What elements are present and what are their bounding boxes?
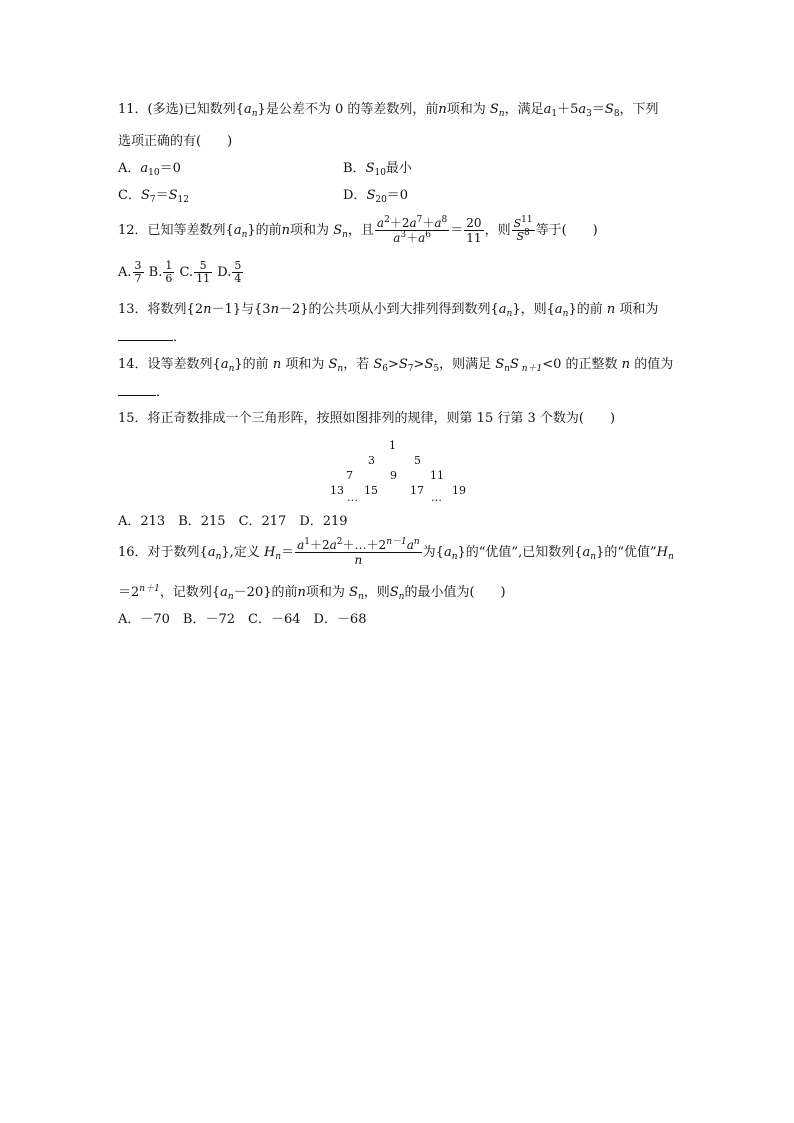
q15-options: A．213 B．215 C．217 D．219 bbox=[118, 514, 348, 529]
q12-options: A. $\frac{3}{7}$ B. $\frac{1}{6}$ C. $\frac{5}{11}$ D. $\frac{5}{4}$ bbox=[118, 259, 242, 285]
triangle-ellipsis: … bbox=[431, 491, 442, 504]
q16-line1: 16．对于数列$\{a_n\}$,定义 $H_n=$ $\frac{a^1+2a^2+\dots+2^{n-1}a^n}{n}$ 为$\{a_n\}$的“优值”,已知数列$\{a_n\}$的“优值$”H_n$ bbox=[118, 537, 674, 567]
q11-line2: 选项正确的有( ) bbox=[118, 134, 233, 149]
q12-value-fraction: $\frac{20}{11}$ bbox=[466, 216, 482, 245]
q13-line2: ． bbox=[118, 328, 186, 347]
q13-answer-blank bbox=[118, 328, 173, 341]
triangle-number: 17 bbox=[410, 484, 424, 497]
q11-option-d: D．$S_{20}=0$ bbox=[343, 188, 409, 205]
q11-tag: (多选) bbox=[147, 102, 184, 117]
q11-number: 11． bbox=[118, 102, 148, 117]
triangle-number: 11 bbox=[430, 469, 444, 482]
q15-number: 15． bbox=[118, 411, 148, 426]
q16-options: A．－70 B．－72 C．－64 D．－68 bbox=[118, 612, 367, 627]
triangle-number: 19 bbox=[452, 484, 466, 497]
triangle-number: 1 bbox=[389, 439, 396, 452]
triangle-number: 5 bbox=[414, 454, 421, 467]
triangle-number: 9 bbox=[390, 469, 397, 482]
q16-line2: $=2^{n+1}$，记数列$\{a_n-20\}$的前n项和为 $S_n$，则$S_n$的最小值为( ) bbox=[118, 584, 506, 602]
triangle-number: 7 bbox=[346, 469, 353, 482]
triangle-ellipsis: … bbox=[347, 491, 358, 504]
q14-answer-blank bbox=[118, 383, 156, 396]
q14-number: 14． bbox=[118, 357, 148, 372]
triangle-number: 15 bbox=[364, 484, 378, 497]
q13-number: 13． bbox=[118, 302, 148, 317]
q11-option-c: C．$S_7=S_{12}$ bbox=[118, 188, 189, 205]
q11-option-a: A．$a_{10}=0$ bbox=[118, 161, 181, 178]
q12-ratio-fraction: $\frac{S^{11}}{S^8}$ bbox=[513, 215, 533, 243]
q15-line1: 15．将正奇数排成一个三角形阵，按照如图排列的规律，则第 15 行第 3 个数为( ) bbox=[118, 411, 616, 426]
q16-number: 16． bbox=[118, 545, 148, 560]
q14-line1: 14．设等差数列$\{a_n\}$的前 n 项和为 $S_n$，若 $S_6>S_7>S_5$，则满足 $S_nS$ $_{n+1}$<0 的正整数 n 的值为 bbox=[118, 357, 674, 374]
q12-main-fraction: $\frac{a^2+2a^7+a^8}{a^3+a^6}$ bbox=[376, 215, 448, 245]
triangle-number: 3 bbox=[368, 454, 375, 467]
q11-option-b: B．$S_{10}$最小 bbox=[343, 161, 412, 178]
q11-line1: 11．(多选)已知数列$\{a_n\}$是公差不为 0 的等差数列，前n项和为 $S_n$，满足$a_1+5a_3=S_8$，下列 bbox=[118, 102, 659, 119]
q13-line1: 13．将数列{2n－1}与{3n－2}的公共项从小到大排列得到数列$\{a_n\}$，则$\{a_n\}$的前 n 项和为 bbox=[118, 302, 659, 319]
q12-number: 12． bbox=[118, 223, 148, 238]
triangle-number: 13 bbox=[330, 484, 344, 497]
q16-definition-fraction: $\frac{a^1+2a^2+\dots+2^{n-1}a^n}{n}$ bbox=[297, 537, 420, 567]
q12-line1: 12．已知等差数列$\{a_n\}$的前n项和为 $S_n$，且 $\frac{a^2+2a^7+a^8}{a^3+a^6}$ ＝ $\frac{20}{11}$ ，则 $\frac{S^{11}}{S^8}$ 等于( ) bbox=[118, 215, 598, 245]
q14-line2: ． bbox=[118, 383, 169, 402]
